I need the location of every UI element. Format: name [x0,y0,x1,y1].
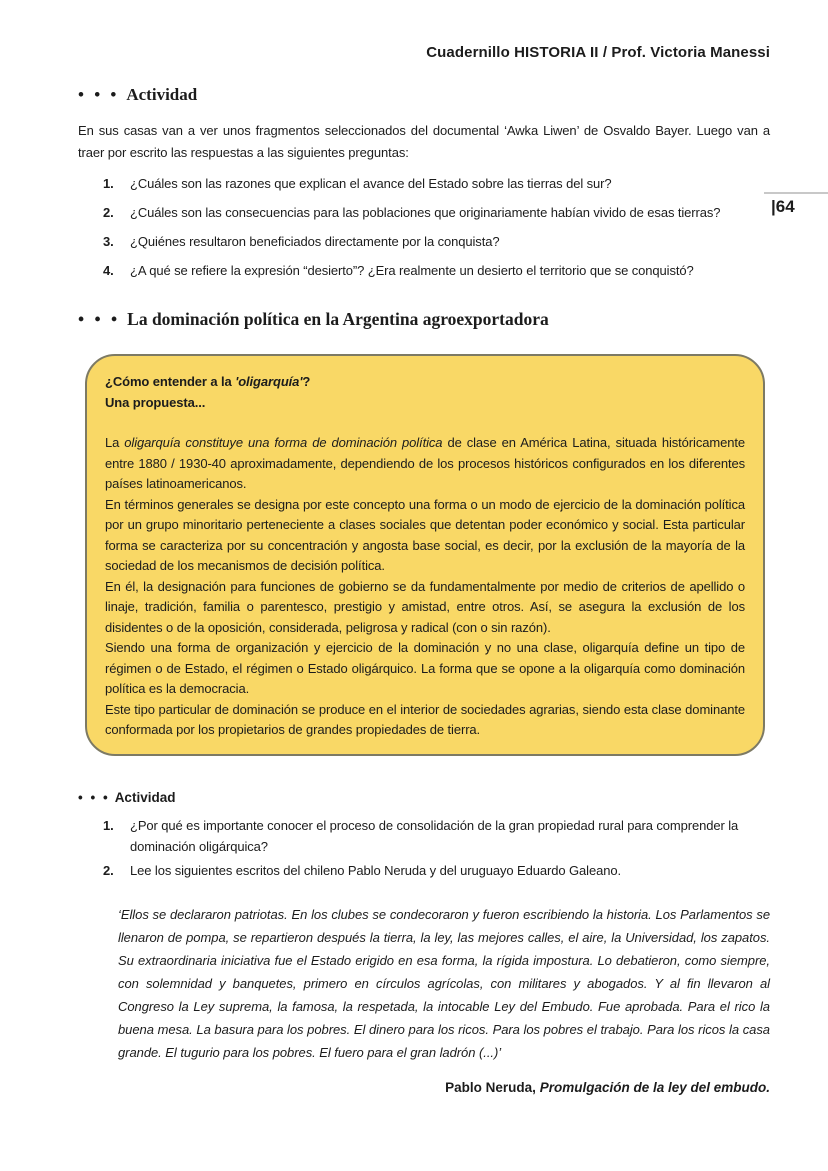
question-number: 1. [103,817,114,833]
spacer [105,413,745,433]
triple-bullet-icon: • • • [78,789,110,805]
list-item [78,815,770,857]
question-number: 3. [103,234,114,249]
section-heading [78,309,770,330]
question-text: ¿Por qué es importante conocer el proceso de consolidación de la gran propiedad rural para comprender la dominación oligárquica? [130,817,739,854]
quote-work-title: Promulgación de la ley del embudo. [539,1079,770,1095]
question-text: ¿Cuáles son las razones que explican el avance del Estado sobre las tierras del sur? [130,176,612,191]
question-number: 4. [103,263,114,278]
list-item [78,173,770,194]
header-title: Cuadernillo HISTORIA II / Prof. Victoria Manessi [426,44,770,61]
list-item [78,231,770,252]
highlight-box-paragraph-4: Siendo una forma de organización y ejercicio de la dominación y no una clase, oligarquía define un tipo de régimen o de Estado, el régimen o Estado oligárquico. La forma que se opone a la oligarquía como dominación política es la democracia. [105,640,745,696]
highlight-box-paragraph-2: En términos generales se designa por este concepto una forma o un modo de ejercicio de la dominación política por un grupo minoritario perteneciente a clases sociales que detentan poder económico y social. Esta particular forma se caracteriza por su concentración y angosta base social, es decir, por la exclusión de la mayoría de la sociedad de los mecanismos de decisión política. [105,496,745,573]
activity-heading-2 [78,790,770,805]
highlight-box-subtitle: Una propuesta... [105,394,206,410]
question-number: 2. [103,862,114,878]
page-number: |64 [771,197,795,216]
question-number: 2. [103,205,114,220]
activity-1-intro: En sus casas van a ver unos fragmentos seleccionados del documental ‘Awka Liwen’ de Osvaldo Bayer. Luego van a traer por escrito las respuestas a las siguientes preguntas: [78,123,770,160]
list-item [78,202,770,223]
quote-attribution [78,1080,770,1095]
neruda-quote: ‘Ellos se declararon patriotas. En los clubes se condecoraron y fueron escribiendo la historia. Los Parlamentos se llenaron de pompa, se repartieron después la tierra, la ley, las mejores calles, el aire, la Universidad, los zapatos. Su extraordinaria iniciativa fue el Estado erigido en esa forma, la rígida impostura. Lo debatieron, como siempre, con solemnidad y banquetes, primero en círculos agrícolas, con militares y abogados. Y al fin llevaron al Congreso la Ley suprema, la famosa, la respetada, la intocable Ley del Embudo. Fue aprobada. Para el rico la buena mesa. La basura para los pobres. El dinero para los ricos. Para los pobres el trabajo. Para los ricos la casa grande. El tugurio para los pobres. El fuero para el gran ladrón (...)’ [118,906,770,1060]
activity-heading-1-label: Actividad [126,85,198,104]
highlight-box-paragraph-5: Este tipo particular de dominación se produce en el interior de sociedades agrarias, siendo esta clase dominante conformada por los propietarios de grandes propiedades de tierra. [105,701,745,737]
highlight-box-title: ¿Cómo entender a la 'oligarquía'? [105,374,311,389]
question-list-2 [78,815,770,881]
highlight-box-paragraph-1: La oligarquía constituye una forma de dominación política de clase en América Latina, situada históricamente entre 1880 / 1930-40 aproximadamente, dependiendo de los procesos históricos configurados en los diferentes países latinoamericanos. [105,435,745,491]
triple-bullet-icon: • • • [78,309,121,329]
list-item [78,860,770,881]
triple-bullet-icon: • • • [78,85,120,104]
highlight-box-paragraph-3: En él, la designación para funciones de gobierno se da fundamentalmente por medio de criterios de apellido o linaje, tradición, familia o parentesco, prestigio y amistad, entre otros. Así, se asegura la exclusión de los disidentes o de la oposición, considerada, peligrosa y radical (con o sin razón). [105,578,745,635]
list-item [78,260,770,281]
document-header [78,44,770,61]
question-number: 1. [103,176,114,191]
question-text: Lee los siguientes escritos del chileno Pablo Neruda y del uruguayo Eduardo Galeano. [130,862,621,878]
activity-heading-2-label: Actividad [114,789,176,805]
question-list-1 [78,173,770,281]
activity-heading-1 [78,85,770,105]
question-text: ¿A qué se refiere la expresión “desierto”? ¿Era realmente un desierto el territorio que se conquistó? [130,263,694,278]
page-number-marker [764,192,828,217]
highlight-box [85,354,765,756]
question-text: ¿Quiénes resultaron beneficiados directamente por la conquista? [130,234,500,249]
section-heading-label: La dominación política en la Argentina agroexportadora [127,309,549,329]
quote-author: Pablo Neruda, [445,1079,540,1095]
question-text: ¿Cuáles son las consecuencias para las poblaciones que originariamente habían vivido de esas tierras? [130,205,721,220]
